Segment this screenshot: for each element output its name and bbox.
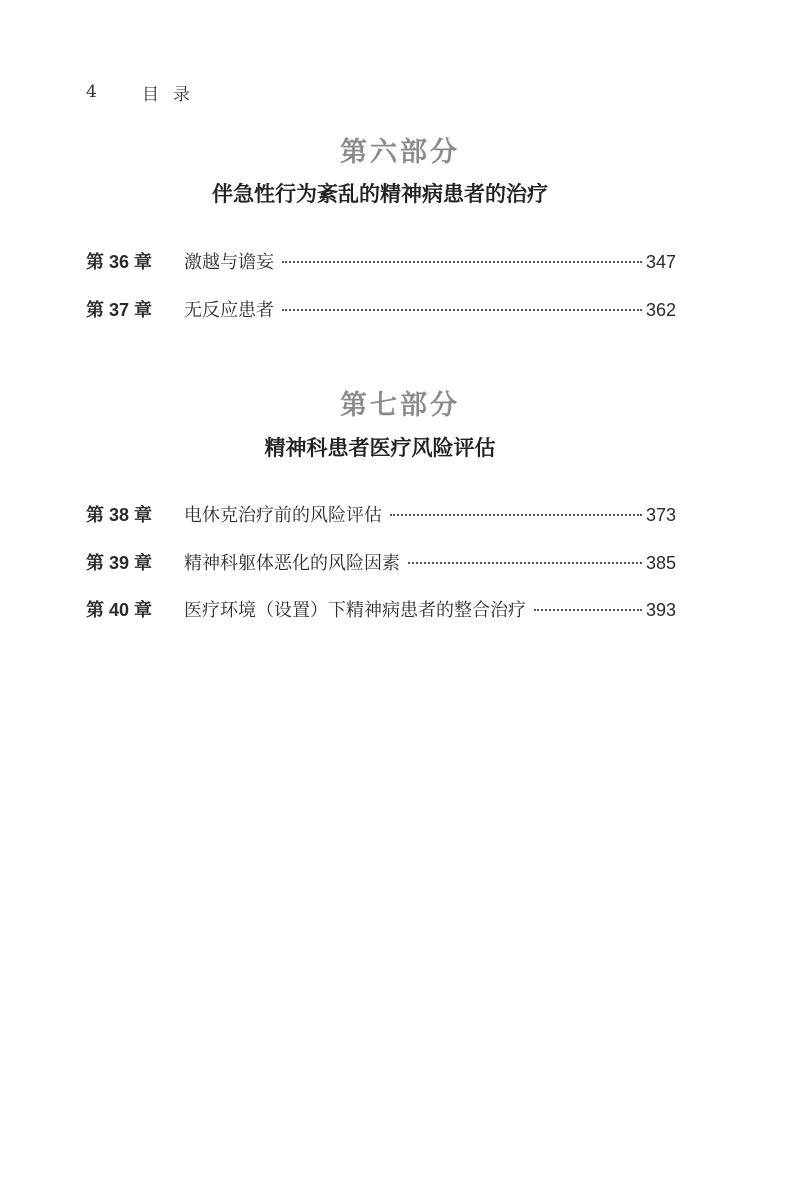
- toc-entry-chapter-40[interactable]: [86, 596, 676, 626]
- running-header: [86, 80, 204, 104]
- chapter-title: 精神科躯体恶化的风险因素: [184, 553, 400, 574]
- toc-entry-chapter-36[interactable]: [86, 248, 676, 278]
- dot-leader: [282, 261, 642, 263]
- chapter-page-number: 347: [645, 252, 676, 272]
- chapter-title: 医疗环境（设置）下精神病患者的整合治疗: [184, 600, 526, 621]
- toc-entry-chapter-38[interactable]: [86, 501, 676, 531]
- part-subtitle: 伴急性行为紊乱的精神病患者的治疗: [212, 182, 548, 206]
- chapter-label: 第 38 章: [86, 505, 153, 525]
- chapter-page-number: 393: [645, 600, 676, 620]
- part-heading: 第七部分: [340, 390, 460, 421]
- dot-leader: [408, 562, 642, 564]
- toc-entry-chapter-37[interactable]: [86, 296, 676, 326]
- page-number: 4: [86, 82, 97, 102]
- chapter-page-number: 362: [645, 300, 676, 320]
- chapter-title: 无反应患者: [184, 300, 274, 321]
- toc-entry-chapter-39[interactable]: [86, 549, 676, 579]
- chapter-label: 第 39 章: [86, 553, 153, 573]
- part-heading: 第六部分: [340, 137, 460, 168]
- chapter-label: 第 37 章: [86, 300, 153, 320]
- dot-leader: [534, 609, 642, 611]
- dot-leader: [282, 309, 642, 311]
- chapter-label: 第 36 章: [86, 252, 153, 272]
- part-subtitle: 精神科患者医疗风险评估: [264, 436, 496, 460]
- chapter-page-number: 385: [645, 553, 676, 573]
- dot-leader: [390, 514, 642, 516]
- chapter-title: 电休克治疗前的风险评估: [184, 505, 382, 526]
- chapter-label: 第 40 章: [86, 600, 153, 620]
- chapter-page-number: 373: [645, 505, 676, 525]
- chapter-title: 激越与谵妄: [184, 252, 274, 273]
- header-title: 目录: [142, 84, 204, 105]
